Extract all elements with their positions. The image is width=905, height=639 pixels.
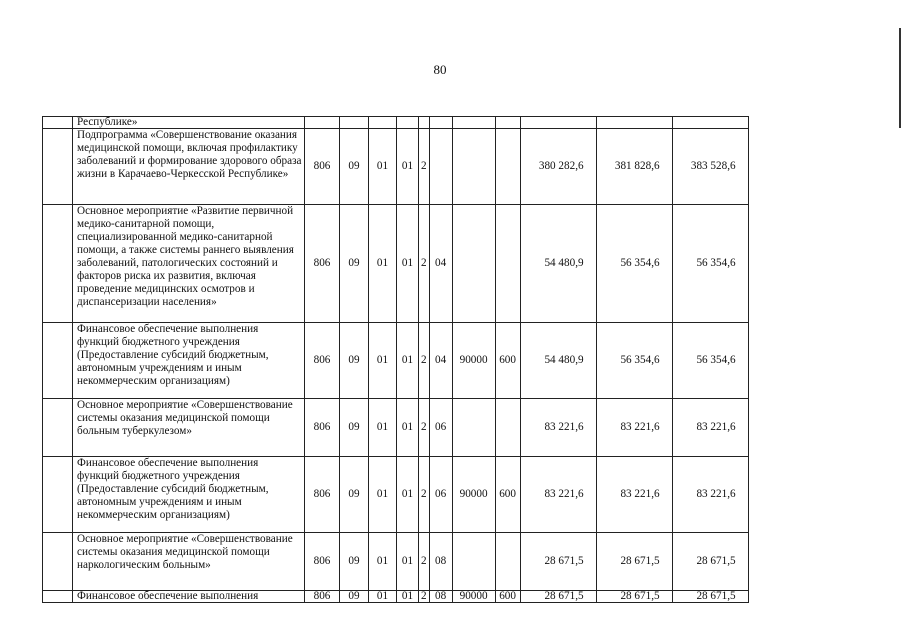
table-body: [43, 117, 749, 603]
table-row: [43, 205, 749, 323]
row-index-cell: [43, 591, 73, 603]
cell-code1: 806: [305, 129, 340, 205]
cell-code7: [452, 205, 495, 323]
cell-code1: [305, 117, 340, 129]
cell-code2: 09: [340, 323, 369, 399]
row-name-cell: Подпрограмма «Совершенствование оказания медицинской помощи, включая профилактику заболеваний и формирование здорового образа жизни в Карачаево-Черкесской Республике»: [73, 129, 305, 205]
cell-code8: 600: [495, 323, 520, 399]
cell-code2: [340, 117, 369, 129]
cell-code4: 01: [397, 323, 419, 399]
cell-code2: 09: [340, 399, 369, 457]
cell-v3: 83 221,6: [672, 399, 748, 457]
cell-code8: [495, 399, 520, 457]
cell-code8: [495, 129, 520, 205]
cell-code4: 01: [397, 533, 419, 591]
cell-code6: [429, 117, 452, 129]
table-row: [43, 457, 749, 533]
cell-code8: [495, 117, 520, 129]
row-name-cell: Основное мероприятие «Совершенствование системы оказания медицинской помощи больным туберкулезом»: [73, 399, 305, 457]
cell-v3: 383 528,6: [672, 129, 748, 205]
cell-code3: 01: [369, 323, 397, 399]
cell-code8: [495, 205, 520, 323]
row-name-cell: Финансовое обеспечение выполнения функций бюджетного учреждения (Предоставление субсидий бюджетным, автономным учреждениям и иным некоммерческим организациям): [73, 323, 305, 399]
cell-code8: [495, 533, 520, 591]
cell-code2: 09: [340, 591, 369, 603]
cell-code5: 2: [419, 533, 430, 591]
cell-v2: 56 354,6: [596, 205, 672, 323]
cell-code6: 06: [429, 457, 452, 533]
table-row: [43, 323, 749, 399]
cell-code4: 01: [397, 399, 419, 457]
cell-code2: 09: [340, 205, 369, 323]
cell-code3: 01: [369, 457, 397, 533]
cell-code4: 01: [397, 129, 419, 205]
cell-v2: 28 671,5: [596, 591, 672, 603]
cell-code6: 06: [429, 399, 452, 457]
cell-code5: 2: [419, 323, 430, 399]
table-row: [43, 117, 749, 129]
table-row: [43, 129, 749, 205]
cell-v2: [596, 117, 672, 129]
row-name-cell: Основное мероприятие «Развитие первичной медико-санитарной помощи, специализированной медико-санитарной помощи, а также системы раннего выявления заболеваний, патологических состояний и факторов риска их развития, включая проведение медицинских осмотров и диспансеризации населения»: [73, 205, 305, 323]
cell-code7: 90000: [452, 457, 495, 533]
cell-code3: [369, 117, 397, 129]
row-index-cell: [43, 399, 73, 457]
table-row: [43, 591, 749, 603]
cell-code5: 2: [419, 399, 430, 457]
cell-code6: 08: [429, 533, 452, 591]
cell-code5: 2: [419, 205, 430, 323]
cell-code6: [429, 129, 452, 205]
row-index-cell: [43, 457, 73, 533]
cell-code1: 806: [305, 323, 340, 399]
cell-v1: 28 671,5: [520, 533, 596, 591]
cell-code4: [397, 117, 419, 129]
cell-v1: 28 671,5: [520, 591, 596, 603]
cell-code2: 09: [340, 533, 369, 591]
row-name-cell: Финансовое обеспечение выполнения функций бюджетного учреждения (Предоставление субсидий бюджетным, автономным учреждениям и иным некоммерческим организациям): [73, 457, 305, 533]
cell-code8: 600: [495, 591, 520, 603]
cell-v1: 54 480,9: [520, 323, 596, 399]
cell-code3: 01: [369, 533, 397, 591]
cell-v2: 83 221,6: [596, 457, 672, 533]
cell-code1: 806: [305, 205, 340, 323]
cell-code6: 04: [429, 323, 452, 399]
cell-v3: 28 671,5: [672, 533, 748, 591]
cell-v1: 83 221,6: [520, 457, 596, 533]
cell-code7: [452, 533, 495, 591]
cell-code3: 01: [369, 205, 397, 323]
page-number: 80: [433, 62, 447, 77]
cell-v3: [672, 117, 748, 129]
cell-code3: 01: [369, 129, 397, 205]
cell-code3: 01: [369, 399, 397, 457]
cell-v3: 28 671,5: [672, 591, 748, 603]
cell-v3: 83 221,6: [672, 457, 748, 533]
cell-code7: [452, 117, 495, 129]
cell-code7: 90000: [452, 591, 495, 603]
table-row: [43, 533, 749, 591]
cell-code4: 01: [397, 591, 419, 603]
row-index-cell: [43, 205, 73, 323]
cell-code4: 01: [397, 205, 419, 323]
cell-code1: 806: [305, 591, 340, 603]
cell-code4: 01: [397, 457, 419, 533]
cell-v1: 83 221,6: [520, 399, 596, 457]
cell-v1: 54 480,9: [520, 205, 596, 323]
cell-code5: [419, 117, 430, 129]
row-name-cell: Республике»: [73, 117, 305, 129]
cell-code3: 01: [369, 591, 397, 603]
row-name-cell: Финансовое обеспечение выполнения: [73, 591, 305, 603]
row-index-cell: [43, 323, 73, 399]
row-index-cell: [43, 533, 73, 591]
cell-code5: 2: [419, 591, 430, 603]
cell-v2: 83 221,6: [596, 399, 672, 457]
cell-v3: 56 354,6: [672, 205, 748, 323]
cell-code7: 90000: [452, 323, 495, 399]
cell-v1: 380 282,6: [520, 129, 596, 205]
cell-v2: 56 354,6: [596, 323, 672, 399]
cell-code5: 2: [419, 457, 430, 533]
cell-code1: 806: [305, 533, 340, 591]
scan-edge-mark: [899, 28, 901, 128]
cell-v2: 381 828,6: [596, 129, 672, 205]
row-index-cell: [43, 129, 73, 205]
cell-v3: 56 354,6: [672, 323, 748, 399]
budget-table: [42, 116, 749, 603]
cell-code7: [452, 399, 495, 457]
cell-code6: 04: [429, 205, 452, 323]
cell-code1: 806: [305, 399, 340, 457]
cell-code2: 09: [340, 129, 369, 205]
cell-code8: 600: [495, 457, 520, 533]
cell-v1: [520, 117, 596, 129]
table-row: [43, 399, 749, 457]
cell-code6: 08: [429, 591, 452, 603]
cell-code7: [452, 129, 495, 205]
row-name-cell: Основное мероприятие «Совершенствование системы оказания медицинской помощи наркологическим больным»: [73, 533, 305, 591]
cell-code1: 806: [305, 457, 340, 533]
cell-code5: 2: [419, 129, 430, 205]
cell-code2: 09: [340, 457, 369, 533]
cell-v2: 28 671,5: [596, 533, 672, 591]
row-index-cell: [43, 117, 73, 129]
